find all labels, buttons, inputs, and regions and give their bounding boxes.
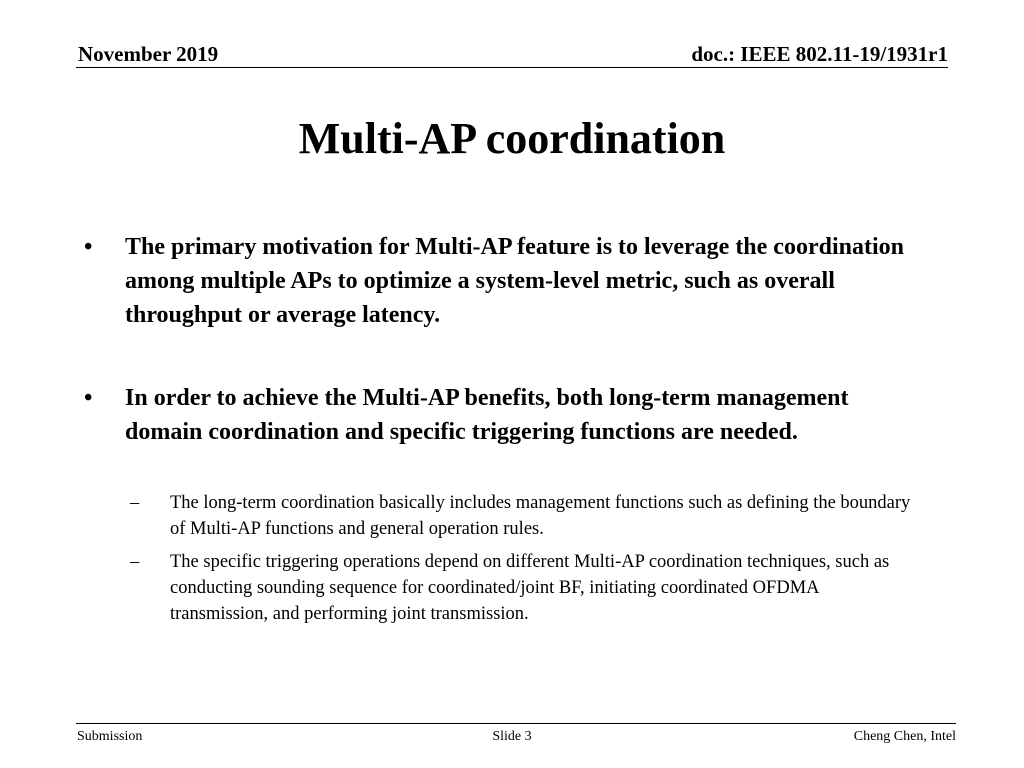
slide-title: Multi-AP coordination (298, 114, 726, 163)
bullet-text: The primary motivation for Multi-AP feature is to leverage the coordination among multiple APs to optimize a system-level metric, such as overall throughput or average latency. (125, 234, 904, 328)
header-date: November 2019 (78, 42, 219, 66)
header-doc-id: doc.: IEEE 802.11-19/1931r1 (691, 42, 948, 66)
sub-bullet-item (130, 490, 920, 542)
sub-bullet-text: The long-term coordination basically includes management functions such as defining the boundary of Multi-AP functions and general operation rules. (170, 493, 911, 539)
sub-bullet-item (130, 549, 920, 627)
bullet-marker: • (84, 385, 93, 411)
sub-bullet-marker: – (130, 552, 140, 572)
bullet-item (80, 381, 910, 449)
bullet-text: In order to achieve the Multi-AP benefits, both long-term management domain coordination and specific triggering functions are needed. (125, 385, 849, 445)
bullet-marker: • (84, 234, 93, 260)
footer-submission: Submission (77, 729, 143, 744)
header-divider (76, 67, 948, 68)
footer-author: Cheng Chen, Intel (853, 729, 956, 744)
footer-slide-number: Slide 3 (492, 729, 532, 744)
sub-bullet-text: The specific triggering operations depend on different Multi-AP coordination techniques, such as conducting sounding sequence for coordinated/joint BF, initiating coordinated OFDMA transmission, and performing joint transmission. (170, 552, 890, 624)
footer-divider (76, 723, 956, 724)
sub-bullet-marker: – (130, 493, 140, 513)
bullet-item (80, 230, 910, 332)
